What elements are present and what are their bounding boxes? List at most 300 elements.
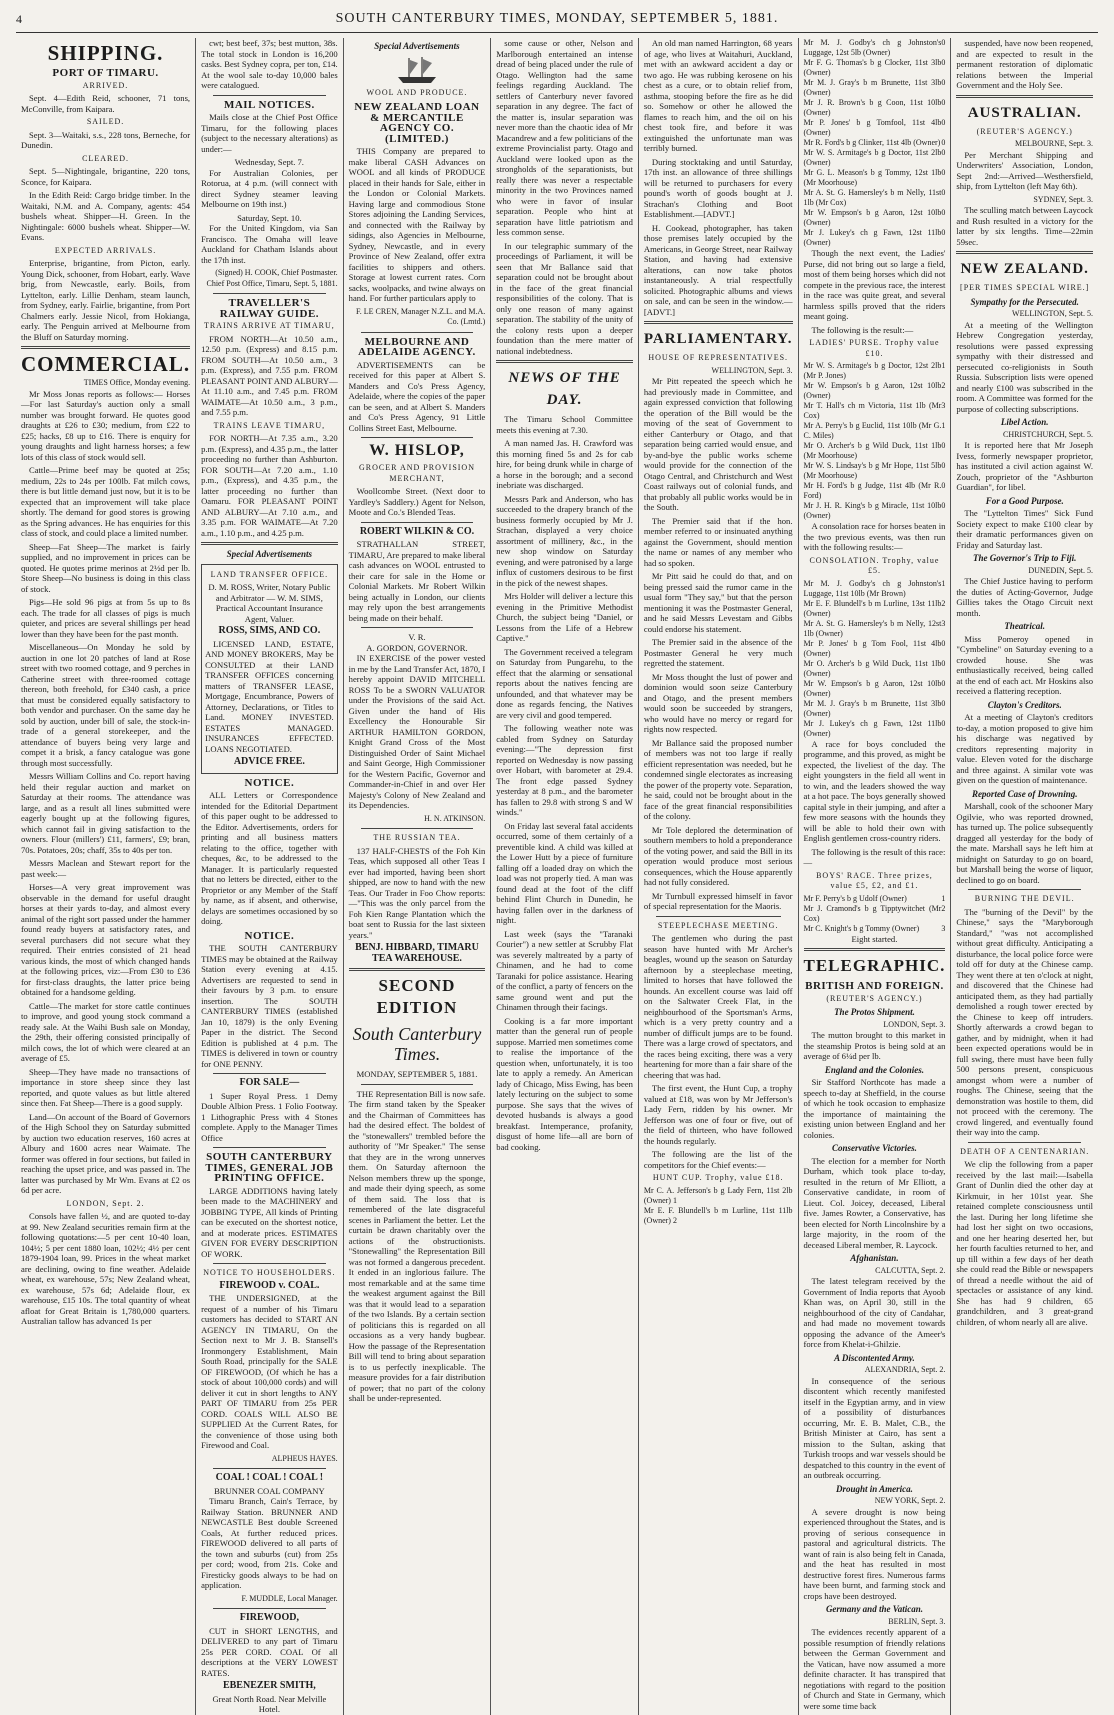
race-placing: 0 [941,481,946,490]
race-entry: Mr W. Empson's b g Aaron, 12st 10lb (Owner) [803,208,942,227]
telegram-text: Per Merchant Shipping and Underwriters' Association, London, Sept 2nd:—Arrived—Westhersfield, ship, from Lyttelton (left May 6th). [956,149,1093,191]
commercial-paragraph: Sheep—Fat Sheep—The market is fairly supplied, and no improvement in prices can be quoted. He quotes prime merinos at 2½d per lb. Store Sheep—No business is doing in this class of stock. [21,541,191,594]
householders-heading: NOTICE TO HOUSEHOLDERS. [203,1268,336,1277]
divider [361,1084,474,1085]
ebenezer-name: EBENEZER SMITH, [222,1680,316,1691]
exports-text: In the Edith Reid: Cargo bridge timber. In the Waitaki, N.M. and A. Company, agents: 454 bushels wheat. Shipper—H. Green. In the Nightingale: 6000 bushels wheat. Shipper—W. Evans. [21,190,191,242]
divider [804,948,946,951]
race-entry: Mr J. R. Brown's b g Coon, 11st 10lb (Owner) [803,98,942,117]
wilkin-heading: ROBERT WILKIN & CO. [359,525,475,537]
for-sale-heading: FOR SALE— [239,1077,300,1088]
ship-icon [394,55,440,85]
sailed-text: Sept. 3—Waitaki, s.s., 228 tons, Berneche, for Dunedin. [21,129,191,150]
race-result [804,501,946,521]
firewood-text: THE UNDERSIGNED, at the request of a number of his Timaru customers has decided to START AN AGENCY IN TIMARU, On the Section next to Mr J. B. Stansell's Ironmongery Establishment, Main South Road, principally for the SALE OF FIREWOOD, (Of which he has a stock of about 100,000 cords) and will deliver it cut in short lengths to ANY PART OF TIMARU from 25s PER CORD. COALS WILL ALSO BE SUPPLIED At the Current Rates, for the convenience of those using both Firewood and Coal. [201,1293,338,1450]
race-text: A race for boys concluded the programme, and this proved, as might be expected, the liveliest of the day. The eight youngsters in the field all went in to win, and the leaders showed the way at a hot pace. The boys generally showed capital style in their jumping, and after a few more seasons with the hounds they will be able to hold their own with English gentlemen cross-country riders. [803,738,946,843]
race-result [804,579,946,599]
telegram-text: Miss Pomeroy opened in "Cymbeline" on Saturday evening to a crowded house. She was enthusiastically received, being called at the end of each act. Mr Hoskins also received a flattering reception. [956,633,1093,696]
ebenezer-address: Great North Road. Near Melville Hotel. [212,1693,327,1714]
commercial-paragraph: Messrs William Collins and Co. report having held their regular auction and market on Saturday at their rooms. The attendance was large, and as a result all lines submitted were eagerly bought up at the following figures, which cannot fail in giving satisfaction to the owners. Flour (millers') £11, farmers', £9; bran, 70s. Potatoes, 20s; chaff, 35s to 40s per ton. [21,771,191,855]
telegram-heading: The Protos Shipment. [834,1007,915,1017]
divider [213,1263,326,1264]
news-heading: NEWS OF THE DAY. [508,370,621,408]
steeplechase-text: The gentlemen who during the past season have hunted with Mr Archer's beagles, wound up the season on Saturday afternoon by a steeplechase meeting, limited to horses that have followed the hounds. An excellent course was laid off on the Saltwater Creek Flat, in the neighbourhood of the Sportsman's Arms, which is a very pretty country and a number of difficult jumps are to be found. There was a large crowd of spectators, and the races being exciting, there was a very heartening for more than a fair share of the cheering that was had. [643,933,793,1080]
land-transfer-heading: LAND TRANSFER OFFICE. [210,569,329,579]
race-entry: Mr T. Hall's ch m Victoria, 11st 1lb (Mr Cox) [803,401,942,420]
race-entry: Mr A. St. G. Hamersley's b m Nelly, 12st 1lb (Owner) [803,618,942,638]
race-placing: 0 [941,228,946,237]
race-result [804,118,946,138]
race-placing: 2 [941,903,946,913]
vr-mark: V. R. [408,632,426,642]
commercial-paragraph: Land—On account of the Board of Governors of the High School they on Saturday submitted by auction two education reserves, 160 acres at Albury and 1600 acres near Waimate. The former was offered in four sections, but failed in reaching the upset price, and was passed in. The latter was purchased by Mr Wm. Evans at £2 os 6d per acre. [21,1111,191,1195]
steeplechase-text: The following are the list of the competitors for the Chief events:— [643,1149,793,1170]
edition-date: MONDAY, SEPTEMBER 5, 1881. [356,1069,478,1079]
race-entry: Mr W. S. Armitage's b g Doctor, 11st 2lb (Owner) [803,148,942,167]
ladies-purse-results [804,361,946,521]
leader-text: THE Representation Bill is now safe. The firm stand taken by the Speaker and the Chairman of Committees has had the desired effect. The boldest of the "stonewallers" trembled before the authority of "Mr Speaker." The sense that they are in the wrong unnerves them. On Saturday afternoon the Nelson members threw up the sponge, and made their dying speech, as some of them said. The loss that is remembered of the late disgraceful scenes in Parliament the better. Let the curtain be drawn charitably over the actions of the obstructionists. "Stonewalling" the Representation Bill was not formed a dangerous precedent. It ended in an inglorious failure. The most remarkable and at the same time the weakest argument against the Bill was that it would lead to a separation of the two Islands. By a certain section of politicians this is regarded on all occasions as a very handy bugbear. How the passage of the Representation Bill will tend to bring about separation is to us perfectly inexplicable. The measure provides for a fair distribution of power; that no part of the colony shall be under-represented. [348,1088,486,1403]
telegraphic-heading: TELEGRAPHIC. [803,956,946,975]
firewood-signature: ALPHEUS HAYES. [271,1453,338,1463]
steeplechase-heading: STEEPLECHASE MEETING. [657,920,779,930]
race-text: A consolation race for horses beaten in the two previous events, was then run with the following results:— [803,521,946,552]
race-result [804,639,946,659]
land-transfer-ad [201,564,338,774]
race-placing: 1 [941,578,946,588]
race-result [804,138,946,148]
race-result [804,228,946,248]
mail-signature: (Signed) H. COOK, Chief Postmaster. Chief Post Office, Timaru, Sept. 5, 1881. [206,268,338,288]
job-printing-heading: SOUTH CANTERBURY TIMES, GENERAL JOB PRINTING OFFICE. [205,1151,334,1184]
column-3 [343,38,491,1715]
divider [361,522,474,523]
trains-arrive-heading: TRAINS ARRIVE AT TIMARU, [203,321,335,330]
telegram-text: suspended, have now been reopened, and are expected to result in the permanent restoration of diplomatic relations between the Imperial Government and the Holy See. [956,38,1093,90]
race-entry: Mr J. Lukey's ch g Fawn, 12st 11lb (Owner) [803,228,942,247]
british-foreign-heading: BRITISH AND FOREIGN. [805,980,944,992]
parliamentary-dateline: WELLINGTON, Sept. 3. [711,365,793,375]
race-entry: Mr O. Archer's b g Wild Duck, 11st 1lb (Mr Moorhouse) [803,441,942,460]
race-placing: 1 [941,361,946,370]
firewood2-heading: FIREWOOD, [239,1612,299,1623]
race-entry: Mr J. Lukey's ch g Fawn, 12st 11lb (Owner) [803,718,942,738]
divider [201,542,338,545]
commercial-paragraph: Messrs Maclean and Stewart report for the past week:— [21,858,191,879]
telegram-dateline: NEW YORK, Sept. 2. [874,1496,946,1505]
race-entry: Mr W. S. Armitage's b g Doctor, 12st 2lb (Mr P. Jones) [803,361,942,380]
notice-text: ALL Letters or Correspondence intended for the Editorial Department of this paper ought to be addressed to the Editor. Advertisements, orders for printing and all business matters relating to the office, together with cheques, &c, to be addressed to the Manager. It is particularly requested that no letters be directed, either to the Proprietor or any Member of the Staff by name, as if absent, and otherwise, delays are sometimes occasioned by so doing. [201,790,338,926]
race-placing: 0 [941,58,946,67]
railway-guide-heading: TRAVELLER'S RAILWAY GUIDE. [219,297,320,320]
telegram-dateline: SYDNEY, Sept. 3. [1033,194,1093,204]
race-text: The following is the result:— [811,324,914,335]
new-zealand-heading: NEW ZEALAND. [960,261,1089,277]
coal-text: Timaru Branch, Cain's Terrace, by Railway Station. BRUNNER AND NEWCASTLE Best double Screened Coals, At further reduced prices. FIREWOOD delivered to all parts of the town and suburbs (cut) from 25s per cord; wood, from 21s. Coke and Firesticky goods always to be had on application. [201,1496,338,1590]
race-placing: 0 [941,188,946,197]
divider [213,1608,326,1609]
race-placing: 0 [941,168,946,177]
commercial-paragraph: Horses—A very great improvement was observable in the demand for useful draught horses at their yards to-day, and almost every animal of the right sort passed under the hammer found ready buyers at satisfactory rates, and several purchasers did not secure what they required. Their entries consisted of 21 head various kinds, the most of which changed hands at the following prices, viz:—From £30 to £36 for first-class draughts, the latter price being obtained for a handsome gelding. [21,882,191,997]
hislop-text: Woollcombe Street. (Next door to Yardley's Saddlery.) Agent for Nelson, Moote and Co.'s Blended Teas. [348,486,486,517]
nzl-heading: NEW ZEALAND LOAN & MERCANTILE AGENCY CO. (LIMITED.) [354,101,480,145]
race-result [804,659,946,679]
telegram-heading: Clayton's Creditors. [987,699,1062,710]
race-result [804,719,946,739]
commercial-paragraph: Cattle—The market for store cattle continues to improve, and good young stock command a ready sale. At the Waihi Bush sale on Monday, the 29th, their offering consisted principally of milch cows, the lot of which were cleared at an average of £5. [21,1000,191,1063]
telegram-heading: Germany and the Vatican. [825,1604,923,1614]
news-item: The following weather note was cabled from Sydney on Saturday evening:—"The depression first reported on Wednesday is now passing over Hobart, with barometer at 29.4. The front edge passed Sydney yesterday at 8 p.m., and the barometer has fallen to 29.8 with strong S and W winds." [496,723,633,817]
telegram-dateline: ALEXANDRIA, Sept. 2. [864,1365,946,1374]
melbourne-agency-heading: MELBOURNE AND ADELAIDE AGENCY. [358,335,476,358]
race-placing: 1 [941,421,946,430]
port-heading: PORT OF TIMARU. [52,67,159,79]
steeplechase-text: The first event, the Hunt Cup, a trophy valued at £18, was won by Mr Jefferson's Lady Fern, ridden by his owner. Mr Jefferson was one of four or five, out of the field of thirteen, who have followed the hounds regularly. [643,1083,793,1146]
race-result [804,381,946,401]
telegram-dateline: CHRISTCHURCH, Sept. 5. [1002,429,1093,439]
race-placing: 1 [941,893,946,903]
race-entry: Mr G. L. Meason's b g Tommy, 12st 1lb (Mr Moorhouse) [803,168,942,187]
column-4 [490,38,638,1715]
divider [361,828,474,829]
race-entry: Mr H. Ford's b g Judge, 11st 4lb (Mr R. Ford) [803,481,942,500]
sailed-heading: SAILED. [86,117,125,126]
news-item: H. Cookead, photographer, has taken those premises lately occupied by the Americans, in George Street, near Railway Station, and having had extensive alterations, can now take photos instantaneously. A trial respectfully solicited. Photographic albums and views on sale, and can be seen in the window.—[ADVT.] [643,222,793,317]
article-text: The "burning of the Devil" by the Chinese," says the "Maryborough Standard," "was not accomplished without great difficulty. Anticipating a disturbance, the local police force were told off for duty at the Chinese camp. They went there at ten o'clock at night, and discovered that the Chinese had anticipated them, as they had partially demolished a rough tower erected by the Chinese to keep off intruders. Shortly afterwards a crowd began to gather, and by midnight, when it had been expected operations would be in full swing, there must have been fully 500 persons present, conspicuous amongst whom were a number of roughs. The Chinese, seeing that the demonstration was hostile to them, did not proceed with the ceremony. The crowd lingered, and eventually found their way into the camp. [956,906,1093,1137]
race-entry: Mr E. F. Blundell's b m Lurline, 13st 11lb (Owner) [803,598,942,618]
firm-name: ROSS, SIMS, AND CO. [218,625,321,636]
race-placing: 3 [941,401,946,410]
arrived-text: Sept. 4—Edith Reid, schooner, 71 tons, McConville, from Kaipara. [21,93,191,114]
telegram-text: The election for a member for North Durham, which took place to-day, resulted in the return of Mr Elliott, a Conservative candidate, in room of Lieut. Col. Joicey, deceased, Liberal five. James Rowter, a Conservative, has been elected for North Lincolnshire by a large majority, in the room of the deceased Liberal member, R. Laycock. [803,1155,946,1250]
notice-heading: NOTICE. [244,929,295,942]
parliament-text: The Premier said in the absence of the Postmaster General he very much regretted the statement. [643,637,793,668]
agency-credit: (REUTER'S AGENCY.) [976,126,1073,136]
race-result [804,904,946,924]
article-heading: BURNING THE DEVIL. [974,894,1075,903]
tea-heading: THE RUSSIAN TEA. [373,833,461,842]
news-item: Cooking is a far more important matter than the general run of people suppose. Married men sometimes come to realise the importance of the question when, unfortunately, it is too late to apply a remedy. An American lady of Chicago, Miss Ewing, has been lately lecturing on the subject to some purpose. She says that the wives of devoted husbands is always a good breakfast. Intemperance, profanity, disgust of home life—all are born of bad cooking. [496,1015,633,1152]
special-ads-heading: Special Advertisements [374,41,460,51]
divider [213,1147,326,1148]
mail-text: For the United Kingdom, via San Francisco. The Omaha will leave Auckland for Chatham Islands about the 17th inst. [201,223,338,265]
telegram-text: A severe drought is now being experienced throughout the States, and is proving of serious consequence in pastoral and agricultural districts. The want of rain is also being felt in Canada, and the heat has resulted in most destructive forest fires. Numerous farms have been burnt, and farming stock and crops have been destroyed. [803,1506,946,1601]
agency-credit: (REUTER'S AGENCY.) [826,993,923,1003]
melbourne-agency-text: ADVERTISEMENTS can be received for this paper at Albert S. Manders and Co's Press Agency, Adelaide, where the copies of the paper can be seen, and at Albert S. Manders and Co's Press Agency, 91 Little Collins Street East, Melbourne. [348,359,486,433]
race-result [804,148,946,168]
newspaper-banner: South Canterbury Times. [352,1024,482,1064]
race-entry: Mr M. J. Gray's b m Brunette, 11st 3lb (Owner) [803,698,942,718]
land-transfer-text: LICENSED LAND, ESTATE, AND MONEY BROKERS, May be CONSULTED at their LAND TRANSFER OFFICES concerning matters of TRANSFER LEASE, Mortgage, Encumbrance, Powers of Attorney, Declarations, or Titles to Land. MONEY INVESTED. ESTATES MANAGED. INSURANCES EFFECTED. LOANS NEGOTIATED. [205,638,334,754]
race-placing: 0 [941,148,946,157]
mail-text: For Australian Colonies, per Rotorua, at 4 p.m. (will connect with direct Sydney steamer leaving Melbourne on 19th inst.) [201,167,338,209]
race-placing: 0 [941,461,946,470]
mail-day: Wednesday, Sept. 7. [234,157,304,167]
trains-leave-heading: TRAINS LEAVE TIMARU, [213,420,326,430]
parliament-text: Mr Moss thought the lust of power and dominion would soon seize Canterbury and Otago, and the present members would soon be succeeded by strangers, who would have no mercy or regard for rights now respected. [643,671,793,734]
column-7 [950,38,1098,1715]
divider [968,1142,1081,1143]
arrived-heading: ARRIVED. [82,80,129,90]
race-placing: 0 [941,441,946,450]
news-item: Mrs Holder will deliver a lecture this evening in the Primitive Methodist Church, the subject being "Daniel, or Lessons from the Life of a Hebrew Captive." [496,591,633,643]
masthead [16,8,1098,33]
london-text: Consols have fallen ½, and are quoted to-day at 99. New Zealand securities remain firm at the following quotations:—5 per cent 10-40 loan, 104½; 5 per cent 1880 loan, 102½; 4½ per cent 1879-1904 loan, 99. Prices in the wheat market are declining, owing to fine weather. Adelaide wheat, ex warehouse, 57s; New Zealand wheat, ex warehouse, 57s 6d; Adelaide flour, ex warehouse, £15 10s. The total quantity of wheat afloat for Great Britain is 1,780,000 quarters. Australian tallow has advanced 1s per [21,1211,191,1326]
divider [644,321,793,324]
divider [361,332,474,333]
telegram-text: In consequence of the serious discontent which recently manifested itself in the Egyptian army, and in view of a possibility of disturbances occurring, Mr. E. B. Malet, C.B., the British Minister at Cairo, has sent a mission to the Sultan, asking that Turkish troops and war vessels should be despatched to this country in the event of an outbreak occurring. [803,1375,946,1480]
race-result [804,361,946,381]
telegram-text: The latest telegram received by the Government of India reports that Ayoob Khan was, on April 30, still in the neighbourhood of the city of Candahar, and had made no movement towards opposing the advance of the Ameer's force from Khelat-i-Ghilzie. [803,1276,946,1349]
news-item: An old man named Harrington, 68 years of age, who lives at Waitahuri, Auckland, met with an awkward accident a day or two ago. He was rubbing kerosene on his chest as a cure, or to obtain relief from, asthma, stooping before the fire as he did so. Somehow or other he allowed the flames to reach him, and the oil on his chest took fire, and before it was extinguished the unfortunate man was terribly burned. [643,38,793,153]
race-result [804,679,946,699]
masthead-title: SOUTH CANTERBURY TIMES, MONDAY, SEPTEMBER 5, 1881. [335,11,779,26]
race-result [804,401,946,421]
commercial-paragraph: Miscellaneous—On Monday he sold by auction in one lot 20 patches of land at Rose street with two roomed cottage, and 9 perches in Catherine street with three-roomed cottage thereon, both freehold, for £340 cash, a price that must be considered equally satisfactory to both vendor and purchaser. On the same day he sold by auction, under bill of sale, the stock-in-trade of a general storekeeper, and the attendance of buyers being very large and compet it a brisk, a fancy catalogue was gone through most successfully. [21,642,191,768]
page-number: 4 [16,12,23,26]
race-placing: 2 [941,598,946,608]
race-placing: 0 [941,638,946,648]
race-result [804,78,946,98]
race-result: Mr C. A. Jefferson's b g Lady Fern, 11st 2lb (Owner) 1 [643,1185,793,1205]
race-entry: Mr F. G. Thomas's b g Clocker, 11st 3lb (Owner) [803,58,942,77]
continued-text: cwt; best beef, 37s; best mutton, 38s. The total stock in London is 16,200 casks. Best Sydney copra, per ton, £14. At the wool sale to-day 10,000 bales were catalogued. [201,38,338,90]
race-placing: 0 [941,78,946,87]
telegram-heading: For a Good Purpose. [985,495,1064,506]
race-placing: 0 [941,718,946,728]
race-result [804,98,946,118]
telegram-dateline: BERLIN, Sept. 3. [888,1616,946,1626]
governor-text: IN EXERCISE of the power vested in me by the Land Transfer Act, 1870, I hereby appoint DAVID MITCHELL ROSS To be a SWORN VALUATOR under the Provisions of the said Act. Given under the hand of His Excellency the Honourable Sir ARTHUR HAMILTON GORDON, Knight Grand Cross of the Most Distinguished Order of Saint Michael and Saint George, High Commissioner for the Western Pacific, Governor and Commander-in-Chief in and over Her Majesty's Colony of New Zealand and its Dependencies. [348,653,486,810]
race-result [804,188,946,208]
telegram-text: At a meeting of the Wellington Hebrew Congregation yesterday, resolutions were passed expressing sympathy with their distressed and persecuted co-religionists in South Russia. Subscription lists were opened and nearly £100 was subscribed in the room. A Committee was formed for the purpose of collecting subscriptions. [956,319,1093,414]
nzl-signature: F. LE CREN, Manager N.Z.L. and M.A. Co. (Lmtd.) [355,306,486,326]
mail-text: Mails close at the Chief Post Office Timaru, for the following places (subject to the necessary alterations) as under:— [201,112,338,154]
special-ads-heading: Special Advertisements [226,549,313,559]
telegram-text: The Chief Justice having to perform the duties of Acting-Governor, Judge Gillies takes the Otago Circuit next month. [956,576,1093,618]
governor-signature: H. N. ATKINSON. [424,813,486,823]
race-placing: 0 [941,138,946,147]
ladies-purse-heading: LADIES' PURSE. Trophy value £10. [809,338,940,358]
boys-race-heading: BOYS' RACE. Three prizes, value £5, £2, and £1. [816,870,933,890]
divider [349,968,486,971]
tea-signature: BENJ. HIBBARD, TIMARU TEA WAREHOUSE. [355,942,479,964]
parliament-text: The Premier said that if the hon. member referred to or insinuated anything against the Government, should mention the name or names of any member who had so spoken. [643,515,793,568]
telegram-heading: Reported Case of Drowning. [971,788,1078,799]
telegram-heading: Drought in America. [835,1483,913,1494]
commercial-paragraph: Cattle—Prime beef may be quoted at 25s; medium, 22s to 24s per 100lb. Fat milch cows, there is but little demand just now, but it is to be expected that an improvement will take place shortly. The demand for good stores is growing as the Spring advances. He has enquiries for this class of stock, and could place a limited number. [21,465,191,538]
race-result [804,168,946,188]
hunt-cup-results [804,38,946,248]
divider [213,95,326,96]
race-placing: 0 [941,118,946,127]
news-item: The Timaru School Committee meets this evening at 7.30. [496,414,633,435]
news-item: Last week (says the "Taranaki Courier") a new settler at Scrubby Flat was severely maltreated by a party of Chinamen, and he had to come Taranaki for police assistance. Hearing of the conflict, a party of fencers on the same ground went and put the Chinamen through their facings. [496,928,633,1012]
race-placing: 3 [941,618,946,628]
parliament-text: Mr Tole deplored the determination of southern members to hold a preponderance of the voting power, and said the Bill in its operation would produce most serious consequences, which the House apparently had not fully considered. [643,824,793,887]
article-text: We clip the following from a paper received by the last mail:—Isabella Grant of Dunlin died the other day at Kirkmuir, in her 101st year. She retained complete consciousness until the last. During her long lifetime she had lost her sight on two occasions, and one her hearing deserted her, but her fourth faculties returned to her, and up till within a few days of her death she could read the Bible or newspapers of thread a needle without the aid of spectacles or assistance of any kind. She has had 9 children, 65 grandchildren, and 3 great-grand children, of whom nearly all are alive. [956,1159,1093,1327]
for-sale-text: 1 Super Royal Press. 1 Demy Double Albion Press. 1 Folio Footway. 1 Lithographic Press with 4 Stones complete. Apply to the Manager Times Office [201,1090,338,1143]
telegram-dateline: MELBOURNE, Sept. 3. [1015,139,1093,148]
race-entry: Mr J. Cramond's b g Tipptywitchet (Mr Cox) [803,903,942,923]
race-placing: 3 [941,923,946,933]
race-entry: Mr M. J. Godby's ch g Johnston's Luggage, 12st 5lb (Owner) [803,38,942,57]
race-text: Though the next event, the Ladies' Purse, did not bring out so large a field, most of them being horses which did not compete in the previous race, the interest in the race was quite great, and several harmless spills proved that the riders meant going. [803,248,946,321]
race-entry: Mr J. H. R. King's b g Miracle, 11st 10lb (Owner) [803,501,942,520]
commercial-paragraph: Pigs—He sold 96 pigs at from 5s up to 8s each. The trade for all classes of pigs is much quieter, and prices are several shillings per head lower than they have been for the past month. [21,597,191,639]
news-item: During stocktaking and until Saturday, 17th inst. an allowance of three shillings will be returned to purchasers for every pound's worth of goods bought at J. Strachan's Clothing and Boot Establishment.—[ADVT.] [643,156,793,219]
race-placing: 0 [941,658,946,668]
expected-heading: EXPECTED ARRIVALS. [54,245,157,255]
land-transfer-names: D. M. ROSS, Writer, Notary Public and Arbitrator — W. M. SIMS, Practical Accountant Insurance Agent, Valuer. [208,582,331,624]
telegram-dateline: WELLINGTON, Sept. 5. [1012,309,1093,318]
job-printing-text: LARGE ADDITIONS having lately been made to the MACHINERY and JOBBING TYPE, All kinds of Printing can be executed on the shortest notice, and at moderate prices. ESTIMATES GIVEN FOR EVERY DESCRIPTION OF WORK. [201,1185,338,1259]
special-wire-credit: [PER TIMES SPECIAL WIRE.] [960,283,1090,292]
telegram-text: Sir Stafford Northcote has made a speech to-day at Sheffield, in the course of which he took occasion to emphasize the importance of maintaining the existing union between England and her colonies. [803,1077,946,1140]
telegram-text: The evidences recently apparent of a possible resumption of friendly relations between the German Government and the Vatican, have now assumed a more definite character. It has transpired that negotiations with regard to the position of Church and State in Germany, which were some time back [803,1627,946,1711]
race-result [804,461,946,481]
wilkin-text: STRATHALLAN STREET, TIMARU, Are prepared to make liberal cash advances on WOOL entrusted to their care for sale in the Home or Colonial Markets. Mr Robert Wilkin being actually in London, our clients may rely upon the best arrangements being made on their behalf. [348,539,486,623]
race-result [804,599,946,619]
news-item: The Government received a telegram on Saturday from Pungarehu, to the effect that the alarming or sensational reports about the natives fencing are unfounded, and that whatever may be done as regards fencing, the Natives are very civil and good tempered. [496,646,633,720]
race-entry: Mr P. Jones' b g Tom Fool, 11st 4lb (Owner) [803,638,942,658]
divider [361,437,474,438]
race-text: The following is the result of this race:— [803,846,946,867]
race-placing: 0 [941,501,946,510]
coal-heading: COAL ! COAL ! COAL ! [215,1472,324,1483]
office-dateline: TIMES Office, Monday evening. [83,378,191,387]
consolation-heading: CONSOLATION. Trophy, value £5. [809,555,940,575]
firewood2-text: CUT in SHORT LENGTHS, and DELIVERED to any part of Timaru 25s PER CORD. COAL Of all descriptions at the VERY LOWEST RATES. [201,1625,338,1678]
governor-heading: A. GORDON, GOVERNOR. [366,642,468,653]
race-placing: 0 [941,98,946,107]
consolation-results [804,579,946,739]
commercial-heading: COMMERCIAL. [21,352,191,376]
telegram-text: At a meeting of Clayton's creditors to-day, a motion proposed to give him his discharge was negatived by creditors representing majority in value. Eleven voted for the discharge and three against. A similar vote was given on the question of maintenance. [956,712,1093,785]
race-placing: 0 [941,698,946,708]
telegram-heading: The Governor's Trip to Fiji. [972,553,1077,563]
parliament-text: Mr Ballance said the proposed number of members was not too large if really efficient representation was needed, but he condemned single electorates as increasing the power of the property vote. Separation, he said, could not be brought about in the face of the great financial responsibilities of the colony. [643,737,793,821]
wool-heading: WOOL AND PRODUCE. [366,87,468,97]
race-entry: Mr P. Jones' b g Tomfool, 11st 4lb (Owner) [803,118,942,137]
race-entry: Mr F. Perry's b g Udolf (Owner) [803,893,907,903]
race-result [804,619,946,639]
telegram-heading: England and the Colonies. [824,1064,924,1075]
race-placing: 0 [941,38,946,47]
expected-text: Enterprise, brigantine, from Picton, early. Young Dick, schooner, from Hobart, early. Wave brig, from Newcastle, early. Boils, from Lyttelton, early. Lillie Denham, steam launch, from Sydney, early. Fairlie, brigantine, from Port Chalmers early. Jessie Nicol, from Hokianga, early. The Penguin arrived at Melbourne from the Bluff on Saturday morning. [21,258,191,342]
telegram-heading: Theatrical. [1004,621,1046,631]
race-placing: 2 [941,381,946,390]
race-entry: Mr M. J. Gray's b m Brunette, 11st 3lb (Owner) [803,78,942,97]
firewood-heading: FIREWOOD v. COAL. [219,1279,320,1291]
notice-heading: NOTICE. [244,776,295,789]
news-item: On Friday last several fatal accidents occurred, some of them certainly of a preventible kind. A child was killed at the Lower Hutt by a piece of furniture falling off a loaded dray on which the load was not properly tied. A man was found dead at the foot of the cliff behind Flint Church in Dunedin, he having fallen over in the darkness of night. [496,820,633,925]
divider [496,360,633,363]
divider [956,251,1093,254]
column-6 [798,38,951,1715]
commercial-paragraph: Sheep—They have made no transactions of importance in store sheep since they last reported, and quote values as but little altered since then. Fat Sheep—There is a good supply. [21,1066,191,1108]
race-entry: Mr A. St. G. Hamersley's b m Nelly, 11st 1lb (Mr Cox) [803,188,942,207]
parliamentary-heading: PARLIAMENTARY. [643,331,793,347]
news-item: Messrs Park and Anderson, who has succeeded to the drapery branch of the business formerly occupied by Mr J. Strachan, displayed a very choice assortment of millinery, &c., in the new shop window on Saturday evening, and were patronised by a large influx of customers desirous to be first in the pick of the newest shapes. [496,493,633,588]
race-note: Eight started. [851,933,898,944]
tea-text: 137 HALF-CHESTS of the Foh Kin Teas, which supposed all other Teas I ever had imported, having been short shipped, are now to hand with the new Teas. Our Trader in Foo Chow reports:—"This was the only parcel from the Foh Kien Range Plantation which the boat sent to Russia for the last sixteen years." [348,845,486,940]
divider [21,346,190,349]
divider [968,889,1081,890]
telegram-text: The sculling match between Laycock and Rush resulted in a victory for the latter by six lengths. Time—22min 59sec. [956,205,1093,247]
race-entry: Mr W. Empson's b g Aaron, 12st 10lb (Owner) [803,381,942,400]
race-entry: Mr W. Empson's b g Aaron, 12st 10lb (Owner) [803,678,942,698]
race-placing: 0 [941,208,946,217]
race-result [804,421,946,441]
divider [361,627,474,628]
telegram-heading: Libel Action. [1000,417,1049,427]
race-entry: Mr A. Perry's b g Euclid, 11st 10lb (Mr G. C. Miles) [803,421,942,440]
nzl-text: THIS Company are prepared to make liberal CASH Advances on WOOL and all kinds of PRODUCE placed in their hands for Sale, either in the London or Colonial Markets. Having large and commodious Stone Stores adjoining the Landing Services, and connected with the Railway by sidings, also Agencies in Melbourne, Sydney, Newcastle, and in every Province of New Zealand, offer extra facilities to shippers and others. Storage at lowest current rates. Corn sacks, woolpacks, and twine always on hand. For further particulars apply to [348,146,486,303]
telegram-text: The "Lyttelton Times" Sick Fund Society expect to make £100 clear by their dramatic performances given on Friday and Saturday last. [956,508,1093,550]
race-entry: Mr M. J. Godby's ch g Johnston's Luggage, 11st 10lb (Mr Brown) [803,578,942,598]
race-entry: Mr R. Ford's b g Clinker, 11st 4lb (Owner) [803,138,941,147]
parliament-text: Mr Pitt repeated the speech which he had previously made in Committee, and again expressed conviction that following the operation of the Bill would be the moving of the seat of Government to either Canterbury or Otago, and that separation being carried would ensue, and by-and-bye the public works scheme would provide for the connection of the Otago Central, and Christchurch and West Coast railways out of colonial funds, and that probably all public works would be in the South. [643,376,793,512]
telegram-heading: A Discontented Army. [834,1352,915,1363]
cleared-text: Sept. 5—Nightingale, brigantine, 220 tons, Sconce, for Kaipara. [21,166,191,187]
leader-text: In our telegraphic summary of the proceedings of Parliament, it will be seen that Mr Ballance said that separation could not be brought about in the face of the great financial responsibilities of the colony. That is only one reason of many against separation. The stability of the unity of the colony rests upon a deeper foundation than the mere matter of national indebtedness. [496,240,633,356]
telegram-dateline: CALCUTTA, Sept. 2. [875,1265,946,1275]
house-heading: HOUSE OF REPRESENTATIVES. [648,353,789,362]
australian-heading: AUSTRALIAN. [967,104,1082,121]
parliament-text: Mr Turnbull expressed himself in favor of special representation for the Maoris. [643,890,793,911]
race-result [804,58,946,78]
telegram-dateline: DUNEDIN, Sept. 5. [1028,565,1093,575]
commercial-paragraph: Mr Moss Jonas reports as follows:— Horses—For last Saturday's auction only a small number was brought forward. He quotes good draughts at £26 to £30; medium, from £22 to £25; hacks, £8 up to £16. There is enquiry for young draughts and light harness horses; a few lots of this class of stock would sell. [21,388,191,462]
trains-arrive-text: FROM NORTH—At 10.50 a.m., 12.50 p.m. (Express) and 8.15 p.m. FROM SOUTH—At 10.50 a.m., 3 p.m. (Express), and 7.55 p.m. FROM PLEASANT POINT AND ALBURY—At 11.10 a.m., and 7.45 p.m. FROM WAIMATE—At 10.50 a.m., 3 p.m., and 7.55 p.m. [201,333,338,417]
telegram-text: It is reported here that Mr Joseph Ivess, formerly newspaper proprietor, has instituted a civil action against W. Zouch, proprietor of the "Ashburton Guardian", for libel. [956,440,1093,492]
leader-text: some cause or other, Nelson and Marlborough entertained an intense dread of being placed under the rule of Otago. Wellington had the same feelings regarding Auckland. The settlers of Canterbury never favored separation in any degree. The fact of the matter is, insular separation was never more than the chaotic idea of Mr Macandrew and a few politicians of the extreme Provincialist party. Otago and Auckland were looked upon as the strongholds of the separationists, but really there was never a respectable minority in the two Provinces named who were in favor of insular separation. People who hint at separation have little patriotism and less common sense. [496,38,633,237]
column-2 [195,38,343,1715]
coal-company: BRUNNER COAL COMPANY [214,1485,325,1496]
race-result [804,699,946,719]
hislop-heading: W. HISLOP, [369,442,465,459]
divider [213,1073,326,1074]
columns [16,38,1098,1714]
mail-day: Saturday, Sept. 10. [237,212,302,223]
shipping-heading: SHIPPING. [47,41,164,65]
telegram-heading: Conservative Victories. [831,1143,917,1153]
trains-leave-text: FOR NORTH—At 7.35 a.m., 3.20 p.m. (Express), and 4.35 p.m., the latter proceeding no further than Ashburton. FOR SOUTH—At 7.20 a.m., 1.10 p.m., (Express), and 4.35 p.m., the latter proceeding no further than Oamaru. FOR PLEASANT POINT AND ALBURY—At 7.10 a.m., and 3.35 p.m. FOR WAIMATE—At 7.20 a.m., 1.10 p.m., and 4.25 p.m. [201,433,338,538]
telegram-dateline: LONDON, Sept. 3. [883,1019,946,1029]
advice-free: ADVICE FREE. [233,756,305,767]
boys-race-results [804,894,946,934]
coal-signature: F. MUDDLE, Local Manager. [241,1593,338,1603]
article-heading: DEATH OF A CENTENARIAN. [960,1146,1090,1156]
london-dateline: LONDON, Sept. 2. [66,1198,145,1208]
race-entry: Mr O. Archer's b g Wild Duck, 11st 1lb (Owner) [803,658,942,678]
column-1 [16,38,195,1715]
telegram-text: The mutton brought to this market in the steamship Protos is being sold at an average of 6¼d per lb. [803,1030,946,1061]
divider [213,293,326,294]
telegram-text: Marshall, cook of the schooner Mary Ogilvie, who was reported drowned, has turned up. The police subsequently dragged all yesterday for the body of the mate. Marshall says he left him at midnight on Saturday to go on board, but Marshall being the worse of liquor, declined to go on board. [956,801,1093,885]
divider [213,1468,326,1469]
telegram-heading: Sympathy for the Persecuted. [970,296,1079,307]
race-entry: Mr W. S. Lindsay's b g Mr Hope, 11st 5lb (Mr Moorhouse) [803,461,942,480]
race-result [804,38,946,58]
second-edition-heading: SECOND EDITION [376,976,458,1017]
race-placing: 0 [941,678,946,688]
race-entry: Mr C. Knight's b g Tommy (Owner) [803,923,920,933]
race-result [804,441,946,461]
hislop-subheading: GROCER AND PROVISION MERCHANT, [358,463,475,483]
telegram-heading: Afghanistan. [850,1253,899,1263]
hunt-cup-heading: HUNT CUP. Trophy, value £18. [652,1173,784,1182]
